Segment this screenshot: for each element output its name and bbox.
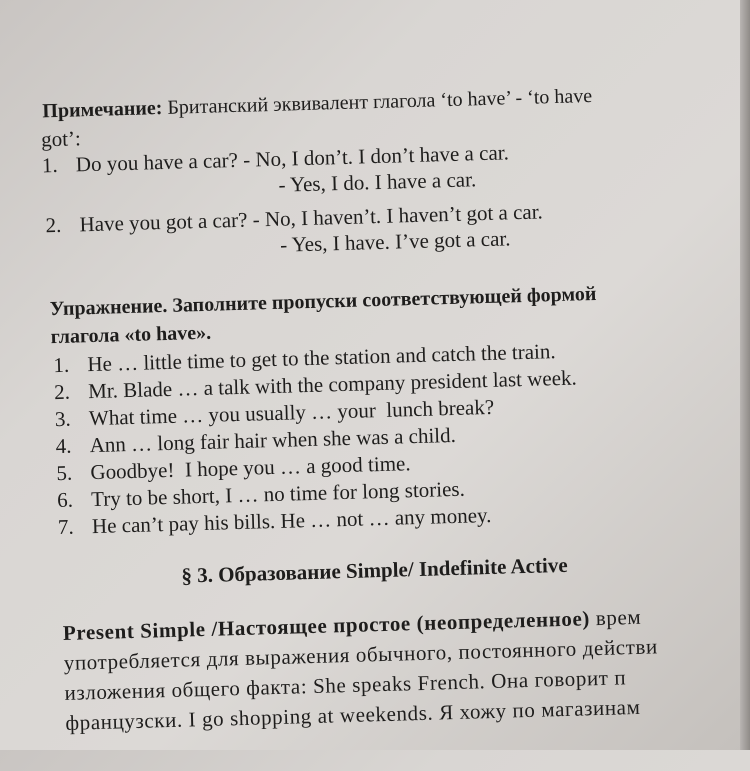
example-1-answer-2: - Yes, I do. I have a car.	[278, 167, 477, 197]
present-simple-line-1: Present Simple /Настоящее простое (неопределенное) врем	[62, 604, 642, 645]
exercise-item: 7. He can’t pay his bills. He … not … any money.	[57, 502, 492, 540]
present-simple-line-2: употребляется для выражения обычного, постоянного действи	[63, 634, 659, 675]
note-label: Примечание:	[42, 96, 163, 123]
exercise-item: 3. What time … you usually … your lunch break?	[54, 394, 495, 432]
example-2-line-1: 2. Have you got a car? - No, I haven’t. I haven’t got a car.	[45, 199, 544, 238]
exercise-item: 6. Try to be short, I … no time for long stories.	[56, 476, 466, 513]
note-line-1	[42, 86, 592, 121]
example-2-answer-2: - Yes, I have. I’ve got a car.	[279, 226, 511, 257]
exercise-item: 4. Ann … long fair hair when she was a child.	[55, 422, 457, 459]
exercise-title-1: Упражнение. Заполните пропуски соответствующей формой	[49, 282, 597, 321]
present-simple-line-3: изложения общего факта: She speaks French. Она говорит п	[64, 665, 627, 705]
section-title: § 3. Образование Simple/ Indefinite Active	[181, 552, 568, 588]
exercise-item: 2. Mr. Blade … a talk with the company president last week.	[53, 365, 578, 405]
present-simple-line-4: французски. I go shopping at weekends. Я хожу по магазинам	[65, 694, 641, 735]
exercise-title-2: глагола «to have».	[50, 321, 212, 349]
page-edge-shadow	[740, 0, 750, 750]
note-text-1: Британский эквивалент глагола ‘to have’ - ‘to have	[162, 84, 593, 119]
example-1-question: Do you have a car?	[75, 147, 239, 177]
example-1-answer-1: - No, I don’t. I don’t have a car.	[242, 140, 510, 172]
example-1-line-1: 1. Do you have a car? - No, I don’t. I don’t have a car.	[41, 140, 510, 178]
example-2-question: Have you got a car?	[79, 207, 248, 237]
exercise-item: 1. He … little time to get to the station and catch the train.	[53, 339, 556, 378]
present-simple-label: Present Simple /Настоящее простое (неопределенное)	[62, 606, 591, 645]
note-text-2: got’:	[40, 126, 82, 152]
exercise-item: 5. Goodbye! I hope you … a good time.	[56, 451, 411, 486]
example-2-answer-1: - No, I haven’t. I haven’t got a car.	[252, 199, 544, 232]
